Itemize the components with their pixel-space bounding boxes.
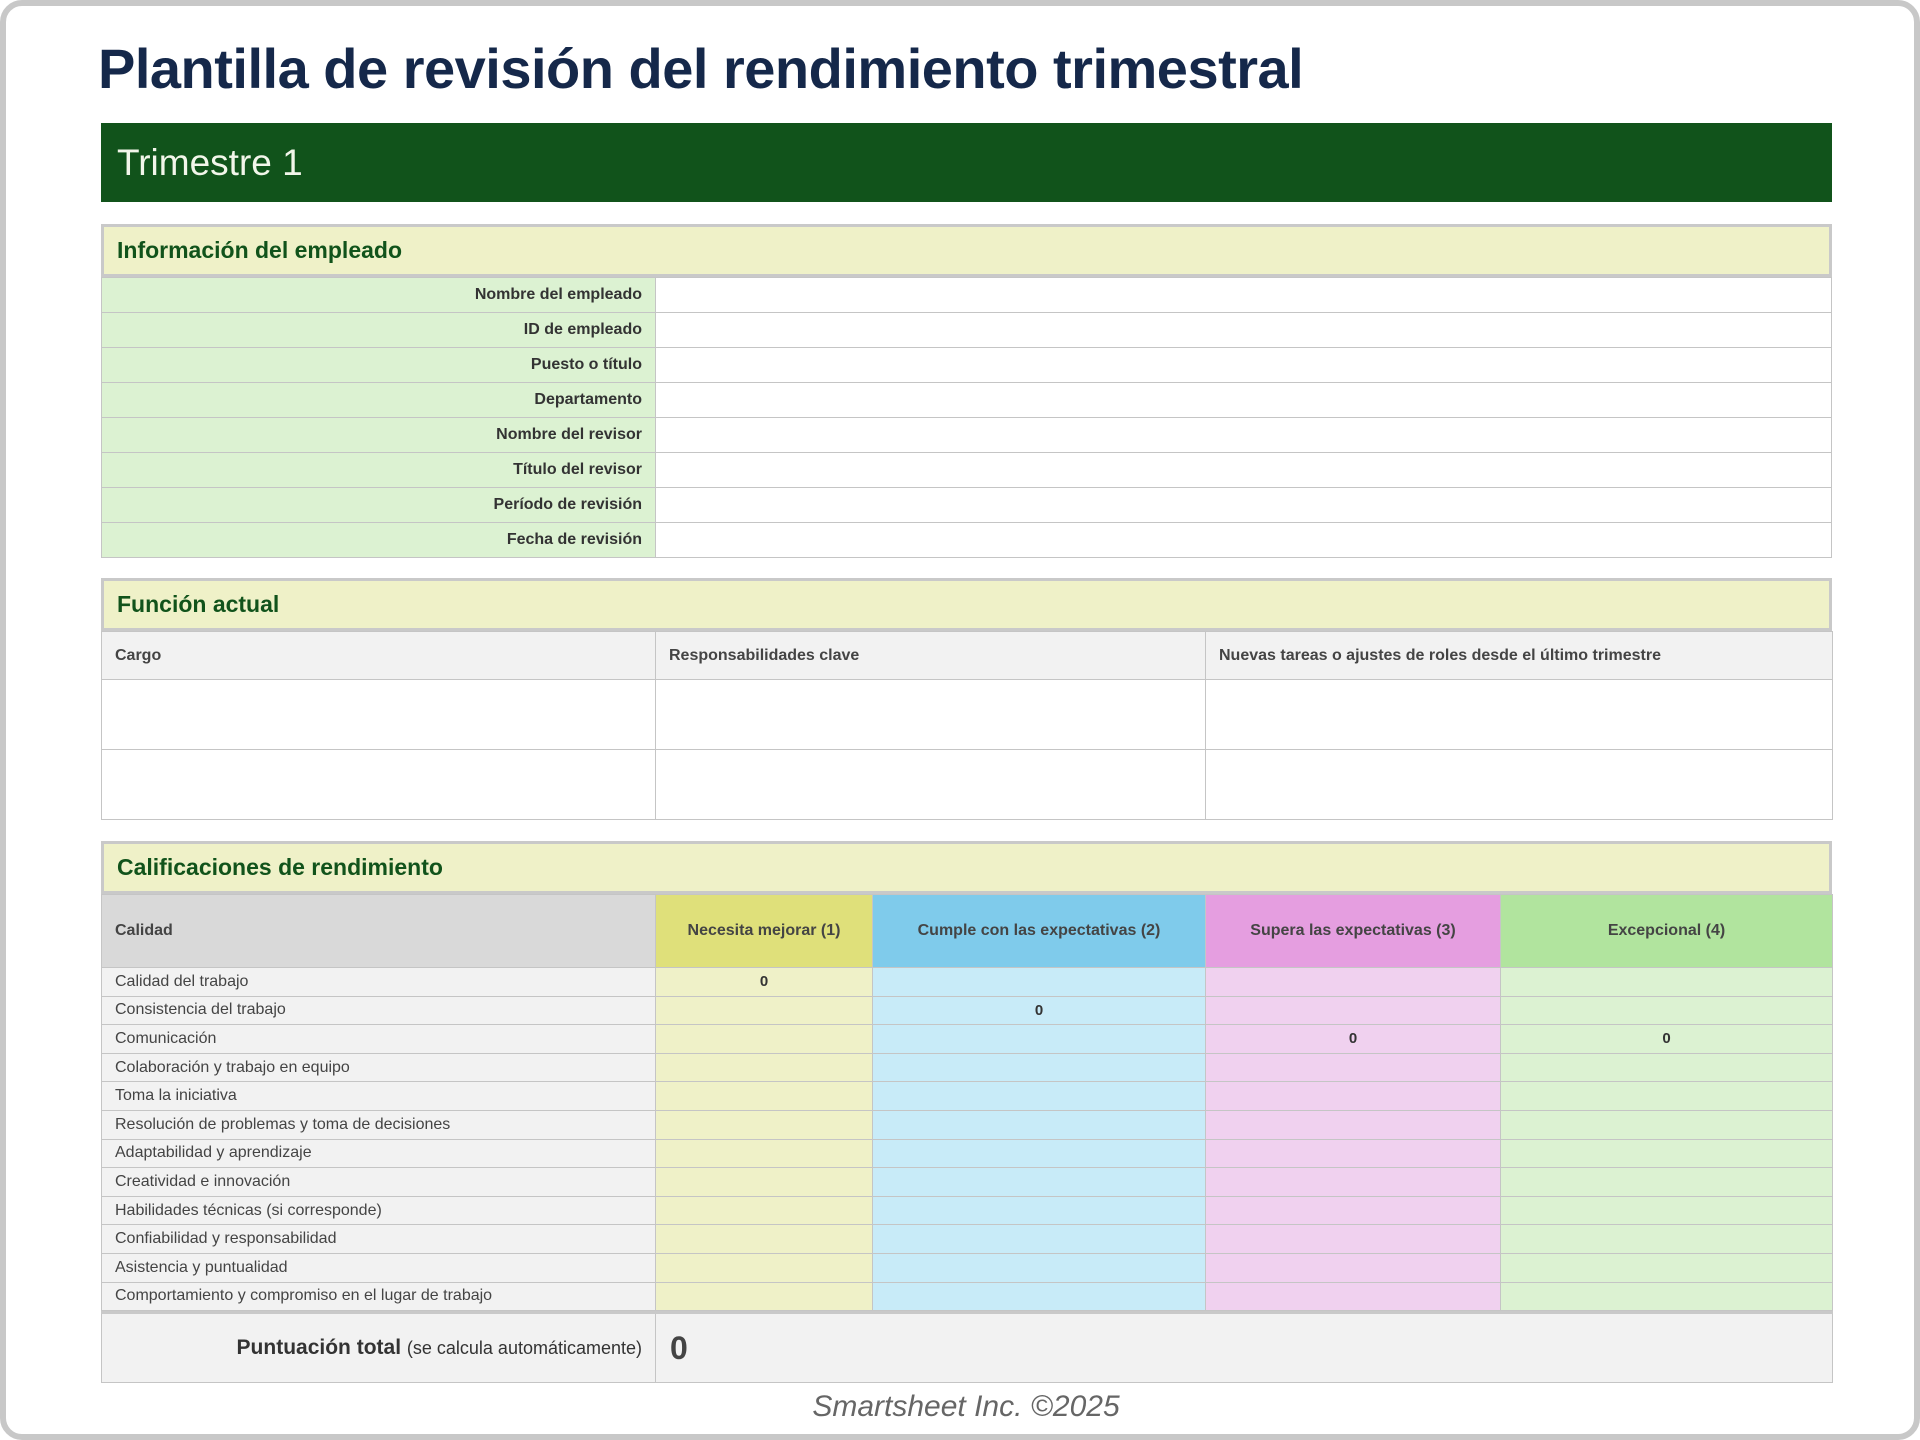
rating-score-cell[interactable] bbox=[1501, 1225, 1833, 1254]
current-role-row bbox=[102, 750, 1833, 820]
rating-row bbox=[102, 968, 1833, 997]
employee-info-value-field[interactable] bbox=[656, 348, 1832, 383]
current-role-row bbox=[102, 680, 1833, 750]
rating-score-cell[interactable] bbox=[1206, 996, 1501, 1025]
total-score-title: Puntuación total bbox=[236, 1336, 402, 1360]
current-role-cell[interactable] bbox=[656, 750, 1206, 820]
total-score-row bbox=[102, 1313, 1833, 1383]
column-header-cargo: Cargo bbox=[102, 632, 656, 680]
quarter-banner: Trimestre 1 bbox=[101, 123, 1832, 202]
rating-score-cell[interactable]: 0 bbox=[873, 996, 1206, 1025]
employee-info-label: ID de empleado bbox=[102, 313, 656, 348]
rating-score-cell[interactable] bbox=[1206, 1196, 1501, 1225]
rating-row bbox=[102, 1053, 1833, 1082]
rating-score-cell[interactable] bbox=[1206, 1053, 1501, 1082]
rating-quality-label: Toma la iniciativa bbox=[102, 1082, 656, 1111]
rating-score-cell[interactable] bbox=[1206, 1282, 1501, 1311]
rating-row bbox=[102, 1082, 1833, 1111]
rating-score-cell[interactable] bbox=[656, 1110, 873, 1139]
rating-score-cell[interactable] bbox=[1206, 1139, 1501, 1168]
rating-score-cell[interactable] bbox=[1206, 1168, 1501, 1197]
rating-quality-label: Calidad del trabajo bbox=[102, 968, 656, 997]
employee-info-value-field[interactable] bbox=[656, 488, 1832, 523]
rating-quality-label: Resolución de problemas y toma de decisiones bbox=[102, 1110, 656, 1139]
rating-score-cell[interactable] bbox=[873, 1025, 1206, 1054]
employee-info-label: Período de revisión bbox=[102, 488, 656, 523]
current-role-table bbox=[101, 631, 1833, 820]
rating-quality-label: Creatividad e innovación bbox=[102, 1168, 656, 1197]
rating-score-cell[interactable]: 0 bbox=[1501, 1025, 1833, 1054]
rating-score-cell[interactable] bbox=[873, 1196, 1206, 1225]
column-header-responsibilities: Responsabilidades clave bbox=[656, 632, 1206, 680]
rating-quality-label: Habilidades técnicas (si corresponde) bbox=[102, 1196, 656, 1225]
rating-quality-label: Comportamiento y compromiso en el lugar de trabajo bbox=[102, 1282, 656, 1311]
ratings-section bbox=[101, 841, 1832, 1383]
employee-info-label: Departamento bbox=[102, 383, 656, 418]
rating-score-cell[interactable] bbox=[873, 1082, 1206, 1111]
rating-score-cell[interactable] bbox=[1206, 968, 1501, 997]
rating-score-cell[interactable] bbox=[656, 1139, 873, 1168]
rating-quality-label: Confiabilidad y responsabilidad bbox=[102, 1225, 656, 1254]
column-header-new-tasks: Nuevas tareas o ajustes de roles desde el último trimestre bbox=[1206, 632, 1833, 680]
current-role-heading: Función actual bbox=[101, 578, 1832, 631]
rating-row bbox=[102, 1253, 1833, 1282]
rating-score-cell[interactable] bbox=[873, 1053, 1206, 1082]
rating-quality-label: Colaboración y trabajo en equipo bbox=[102, 1053, 656, 1082]
total-score-note: (se calcula automáticamente) bbox=[406, 1338, 642, 1359]
rating-score-cell[interactable] bbox=[1501, 1110, 1833, 1139]
total-score-label bbox=[102, 1313, 656, 1383]
rating-quality-label: Adaptabilidad y aprendizaje bbox=[102, 1139, 656, 1168]
column-header-quality: Calidad bbox=[102, 895, 656, 968]
rating-score-cell[interactable] bbox=[656, 1282, 873, 1311]
ratings-heading: Calificaciones de rendimiento bbox=[101, 841, 1832, 894]
rating-quality-label: Comunicación bbox=[102, 1025, 656, 1054]
rating-score-cell[interactable] bbox=[1206, 1110, 1501, 1139]
employee-info-section bbox=[101, 224, 1832, 558]
employee-info-row bbox=[102, 348, 1832, 383]
total-score-table bbox=[101, 1311, 1833, 1383]
current-role-cell[interactable] bbox=[102, 750, 656, 820]
rating-row bbox=[102, 1225, 1833, 1254]
rating-score-cell[interactable] bbox=[656, 1196, 873, 1225]
employee-info-row bbox=[102, 488, 1832, 523]
employee-info-value-field[interactable] bbox=[656, 313, 1832, 348]
employee-info-heading: Información del empleado bbox=[101, 224, 1832, 277]
rating-score-cell[interactable] bbox=[656, 1053, 873, 1082]
rating-score-cell[interactable] bbox=[656, 1025, 873, 1054]
column-header-needs-improvement: Necesita mejorar (1) bbox=[656, 895, 873, 968]
employee-info-row bbox=[102, 418, 1832, 453]
employee-info-value-field[interactable] bbox=[656, 523, 1832, 558]
rating-row bbox=[102, 1282, 1833, 1311]
current-role-cell[interactable] bbox=[1206, 750, 1833, 820]
employee-info-value-field[interactable] bbox=[656, 453, 1832, 488]
rating-score-cell[interactable] bbox=[873, 968, 1206, 997]
rating-score-cell[interactable] bbox=[1501, 1282, 1833, 1311]
employee-info-table bbox=[101, 277, 1832, 558]
rating-score-cell[interactable] bbox=[656, 1253, 873, 1282]
rating-score-cell[interactable] bbox=[656, 1225, 873, 1254]
employee-info-row bbox=[102, 383, 1832, 418]
rating-score-cell[interactable] bbox=[1501, 1253, 1833, 1282]
rating-score-cell[interactable] bbox=[873, 1282, 1206, 1311]
rating-row bbox=[102, 996, 1833, 1025]
rating-score-cell[interactable] bbox=[1206, 1225, 1501, 1254]
rating-score-cell[interactable] bbox=[656, 1082, 873, 1111]
current-role-section bbox=[101, 578, 1832, 820]
current-role-header-row bbox=[102, 632, 1833, 680]
ratings-header-row bbox=[102, 895, 1833, 968]
rating-quality-label: Asistencia y puntualidad bbox=[102, 1253, 656, 1282]
employee-info-row bbox=[102, 453, 1832, 488]
employee-info-row bbox=[102, 523, 1832, 558]
rating-score-cell[interactable] bbox=[873, 1225, 1206, 1254]
employee-info-row bbox=[102, 313, 1832, 348]
total-score-value: 0 bbox=[656, 1313, 1833, 1383]
column-header-exceeds-expectations: Supera las expectativas (3) bbox=[1206, 895, 1501, 968]
rating-score-cell[interactable] bbox=[1501, 968, 1833, 997]
rating-score-cell[interactable] bbox=[656, 996, 873, 1025]
rating-score-cell[interactable] bbox=[873, 1168, 1206, 1197]
rating-score-cell[interactable] bbox=[1501, 996, 1833, 1025]
employee-info-value-field[interactable] bbox=[656, 278, 1832, 313]
rating-score-cell[interactable] bbox=[1501, 1139, 1833, 1168]
page-title: Plantilla de revisión del rendimiento trimestral bbox=[98, 37, 1304, 100]
current-role-cell[interactable] bbox=[656, 680, 1206, 750]
current-role-cell[interactable] bbox=[102, 680, 656, 750]
rating-score-cell[interactable] bbox=[1501, 1196, 1833, 1225]
rating-row bbox=[102, 1196, 1833, 1225]
employee-info-label: Fecha de revisión bbox=[102, 523, 656, 558]
employee-info-label: Puesto o título bbox=[102, 348, 656, 383]
column-header-meets-expectations: Cumple con las expectativas (2) bbox=[873, 895, 1206, 968]
rating-row bbox=[102, 1168, 1833, 1197]
footer-copyright: Smartsheet Inc. ©2025 bbox=[812, 1390, 1120, 1423]
rating-score-cell[interactable]: 0 bbox=[656, 968, 873, 997]
column-header-exceptional: Excepcional (4) bbox=[1501, 895, 1833, 968]
employee-info-label: Nombre del empleado bbox=[102, 278, 656, 313]
ratings-table bbox=[101, 894, 1833, 1311]
rating-row bbox=[102, 1139, 1833, 1168]
rating-score-cell[interactable] bbox=[873, 1139, 1206, 1168]
current-role-cell[interactable] bbox=[1206, 680, 1833, 750]
employee-info-label: Nombre del revisor bbox=[102, 418, 656, 453]
employee-info-row bbox=[102, 278, 1832, 313]
employee-info-label: Título del revisor bbox=[102, 453, 656, 488]
employee-info-value-field[interactable] bbox=[656, 418, 1832, 453]
employee-info-value-field[interactable] bbox=[656, 383, 1832, 418]
rating-score-cell[interactable] bbox=[873, 1253, 1206, 1282]
rating-score-cell[interactable] bbox=[1501, 1082, 1833, 1111]
rating-score-cell[interactable] bbox=[656, 1168, 873, 1197]
rating-score-cell[interactable] bbox=[1501, 1053, 1833, 1082]
rating-score-cell[interactable] bbox=[873, 1110, 1206, 1139]
rating-row bbox=[102, 1025, 1833, 1054]
rating-score-cell[interactable] bbox=[1206, 1253, 1501, 1282]
rating-score-cell[interactable] bbox=[1206, 1082, 1501, 1111]
rating-quality-label: Consistencia del trabajo bbox=[102, 996, 656, 1025]
rating-row bbox=[102, 1110, 1833, 1139]
rating-score-cell[interactable]: 0 bbox=[1206, 1025, 1501, 1054]
rating-score-cell[interactable] bbox=[1501, 1168, 1833, 1197]
